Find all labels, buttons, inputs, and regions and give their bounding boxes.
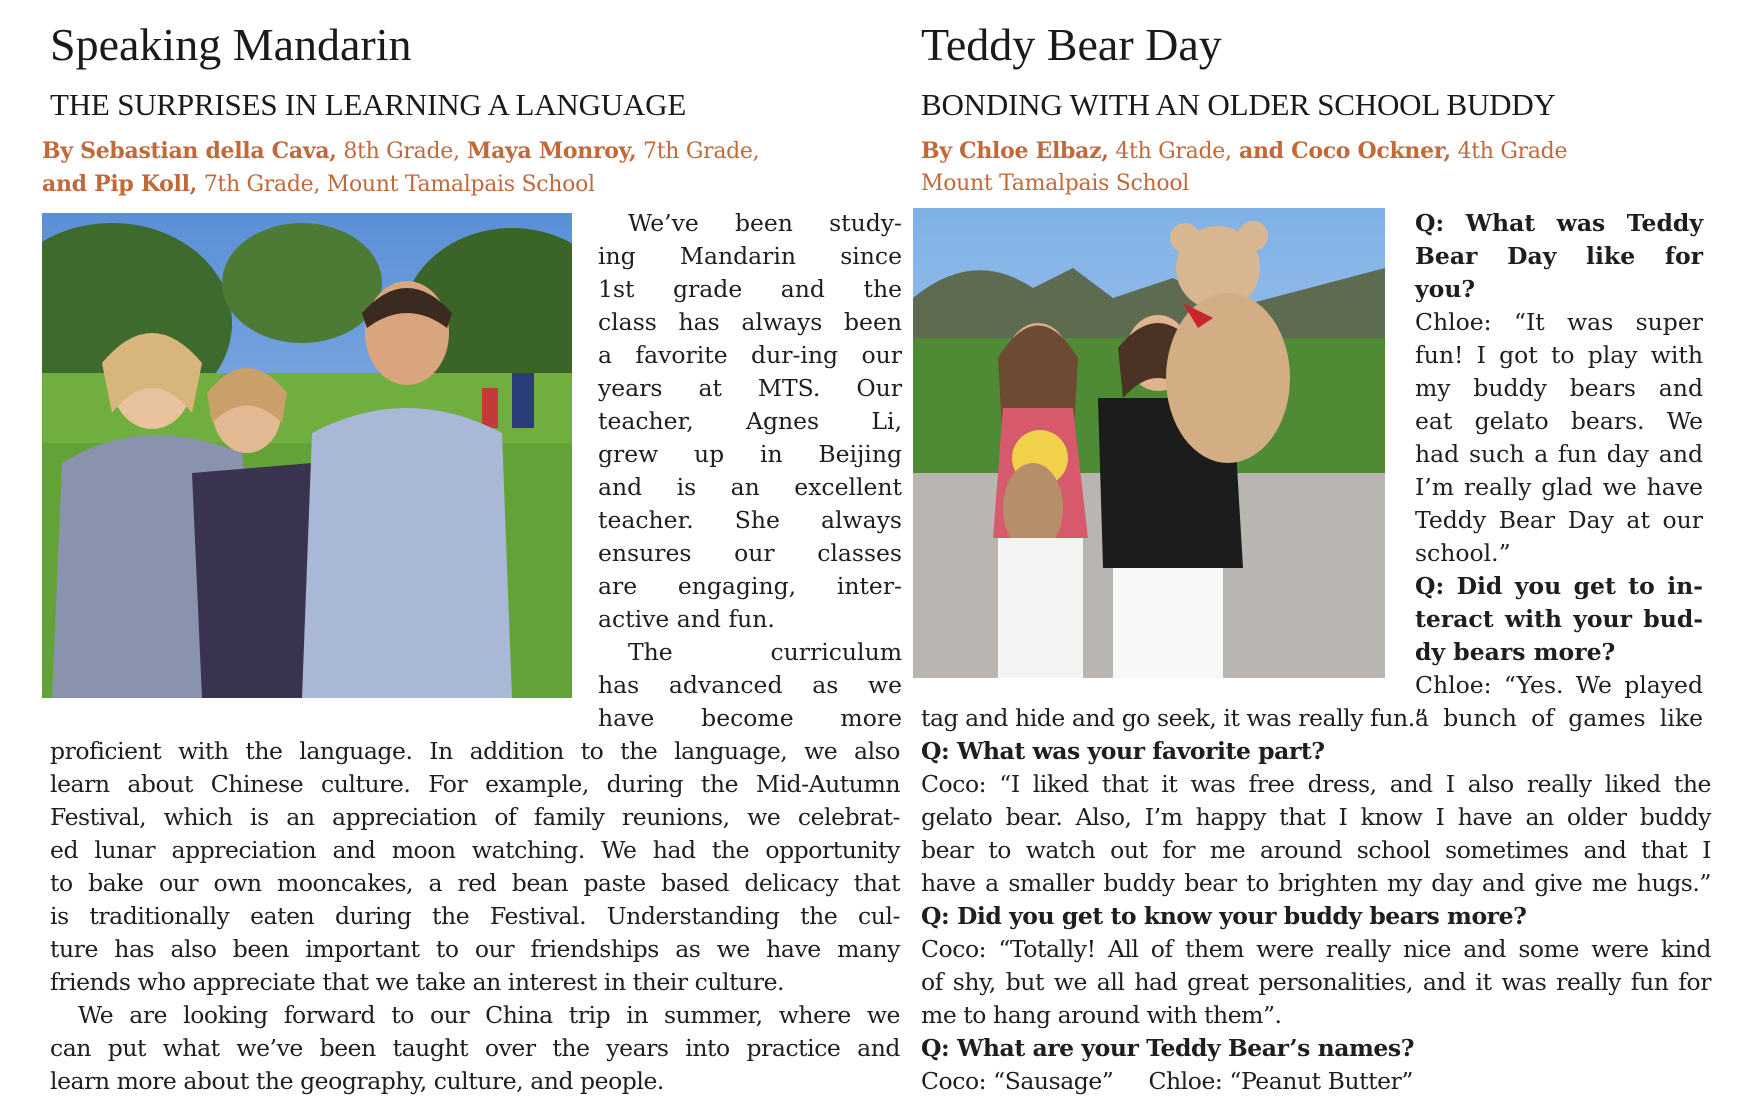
text-line: Chloe: “Yes. We played xyxy=(1415,671,1703,699)
question-line: Q: Did you get to know your buddy bears more? xyxy=(921,902,1527,930)
text-line: Coco: “I liked that it was free dress, and I also really liked the xyxy=(921,770,1711,798)
byline-grade: 4th Grade, xyxy=(1108,139,1232,164)
text-line: has advanced as we xyxy=(598,671,902,699)
text-line: ensures our classes xyxy=(598,539,902,567)
text-line: had such a fun day and xyxy=(1415,440,1703,468)
text-line: tag and hide and go seek, it was really fun.” xyxy=(921,704,1427,732)
article-byline xyxy=(921,135,1567,200)
text-line: Teddy Bear Day at our xyxy=(1415,506,1703,534)
text-line: proficient with the language. In addition to the language, we also xyxy=(50,737,900,765)
text-line: We’ve been study- xyxy=(628,209,902,237)
text-line: my buddy bears and xyxy=(1415,374,1703,402)
text-line: years at MTS. Our xyxy=(598,374,902,402)
text-line: Coco: “Totally! All of them were really nice and some were kind xyxy=(921,935,1711,963)
article-byline xyxy=(42,135,759,201)
question-line: dy bears more? xyxy=(1415,638,1616,666)
text-line: have a smaller buddy bear to brighten my day and give me hugs.” xyxy=(921,869,1711,897)
article-title: Speaking Mandarin xyxy=(50,19,412,70)
question-line: Q: What was your favorite part? xyxy=(921,737,1325,765)
article-subtitle: THE SURPRISES IN LEARNING A LANGUAGE xyxy=(50,87,687,122)
question-line: Q: What was Teddy xyxy=(1415,209,1703,237)
byline-grade: 7th Grade, xyxy=(636,139,760,164)
students-photo xyxy=(42,213,572,698)
text-line: The curriculum xyxy=(628,638,902,666)
text-line: me to hang around with them”. xyxy=(921,1001,1282,1029)
text-line: gelato bear. Also, I’m happy that I know I have an older buddy xyxy=(921,803,1711,831)
text-line: 1st grade and the xyxy=(598,275,902,303)
text-line: a bunch of games like xyxy=(1415,704,1703,732)
text-line: active and fun. xyxy=(598,605,775,633)
text-line: have become more xyxy=(598,704,902,732)
article-body-full xyxy=(921,702,1711,1098)
article-body-side xyxy=(598,207,902,735)
byline-conjunction: and xyxy=(1231,138,1292,164)
text-line: to bake our own mooncakes, a red bean paste based delicacy that xyxy=(50,869,900,897)
question-line: Bear Day like for you? xyxy=(1415,242,1703,303)
text-line: ing Mandarin since xyxy=(598,242,902,270)
text-line: are engaging, inter- xyxy=(598,572,902,600)
byline-school: Mount Tamalpais School xyxy=(921,171,1190,196)
byline-grade: 7th Grade, Mount Tamalpais School xyxy=(197,172,595,197)
text-line: Chloe: “It was super xyxy=(1415,308,1703,336)
text-line: Festival, which is an appreciation of family reunions, we celebrat- xyxy=(50,803,900,831)
article-subtitle: BONDING WITH AN OLDER SCHOOL BUDDY xyxy=(921,87,1556,122)
text-line: can put what we’ve been taught over the years into practice and xyxy=(50,1034,900,1062)
question-line: Q: Did you get to in- xyxy=(1415,572,1703,600)
question-line: teract with your bud- xyxy=(1415,605,1703,633)
text-line: Coco: “Sausage” Chloe: “Peanut Butter” xyxy=(921,1067,1413,1095)
text-line: teacher, Agnes Li, xyxy=(598,407,902,435)
text-line: bear to watch out for me around school sometimes and that I xyxy=(921,836,1711,864)
byline-author: By Sebastian della Cava, xyxy=(42,138,337,164)
article-title: Teddy Bear Day xyxy=(921,19,1222,70)
students-photo-illustration xyxy=(42,213,572,698)
article-body-side xyxy=(1415,207,1703,735)
question-line: Q: What are your Teddy Bear’s names? xyxy=(921,1034,1415,1062)
byline-author: Maya Monroy, xyxy=(459,138,637,164)
text-line: a favorite dur-ing our xyxy=(598,341,902,369)
text-line: learn about Chinese culture. For example, during the Mid-Autumn xyxy=(50,770,900,798)
text-line: class has always been xyxy=(598,308,902,336)
byline-grade: 4th Grade xyxy=(1450,139,1568,164)
text-line: school.” xyxy=(1415,539,1511,567)
text-line: ed lunar appreciation and moon watching. We had the opportunity xyxy=(50,836,900,864)
text-line: friends who appreciate that we take an interest in their culture. xyxy=(50,968,785,996)
text-line: is traditionally eaten during the Festival. Understanding the cul- xyxy=(50,902,900,930)
byline-author: By Chloe Elbaz, xyxy=(921,138,1109,164)
text-line: grew up in Beijing xyxy=(598,440,902,468)
article-body-full xyxy=(50,735,900,1098)
teddy-bear-photo-illustration xyxy=(913,208,1385,678)
text-line: and is an excellent xyxy=(598,473,902,501)
text-line: fun! I got to play with xyxy=(1415,341,1703,369)
text-line: of shy, but we all had great personalities, and it was really fun for xyxy=(921,968,1711,996)
byline-grade: 8th Grade, xyxy=(336,139,460,164)
text-line: ture has also been important to our friendships as we have many xyxy=(50,935,900,963)
text-line: eat gelato bears. We xyxy=(1415,407,1703,435)
text-line: We are looking forward to our China trip in summer, where we xyxy=(78,1001,900,1029)
byline-author: Coco Ockner, xyxy=(1291,138,1451,164)
byline-author: and Pip Koll, xyxy=(42,171,198,197)
text-line: teacher. She always xyxy=(598,506,902,534)
text-line: learn more about the geography, culture, and people. xyxy=(50,1067,664,1095)
teddy-bear-photo xyxy=(913,208,1385,678)
text-line: I’m really glad we have xyxy=(1415,473,1703,501)
